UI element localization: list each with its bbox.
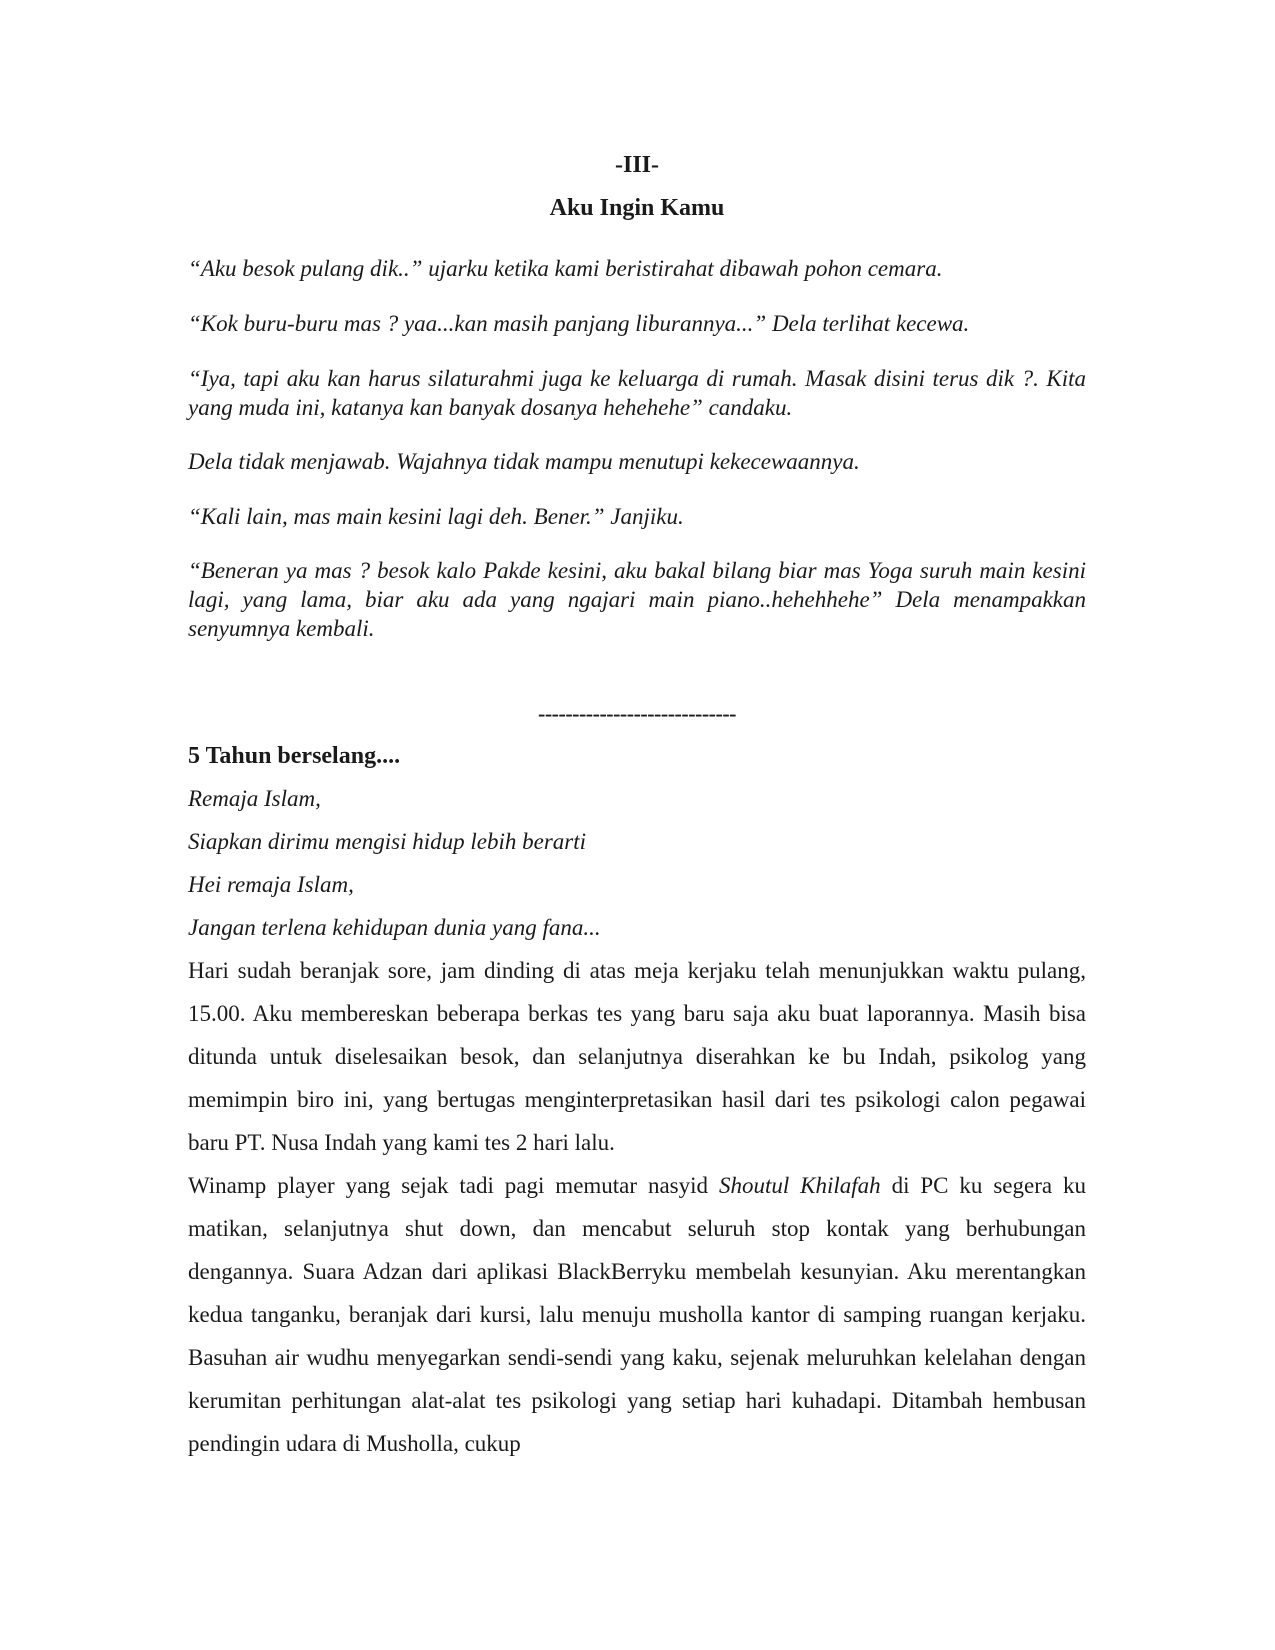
- dialogue-paragraph: “Kok buru-buru mas ? yaa...kan masih panjang liburannya...” Dela terlihat kecewa.: [188, 311, 970, 336]
- chapter-title: Aku Ingin Kamu: [549, 195, 725, 221]
- lyric-line: Siapkan dirimu mengisi hidup lebih berarti: [188, 829, 587, 854]
- scene-separator: -----------------------------: [538, 701, 736, 726]
- paragraph-text: Winamp player yang sejak tadi pagi memutar nasyid: [188, 1173, 719, 1198]
- chapter-number: -III-: [614, 152, 659, 178]
- dialogue-paragraph: “Iya, tapi aku kan harus silaturahmi juga ke keluarga di rumah. Masak disini terus dik ?. Kita yang muda ini, katanya kan banyak dosanya hehehehe” candaku.: [188, 366, 1086, 420]
- lyric-line: Hei remaja Islam,: [188, 872, 354, 897]
- lyric-line: Remaja Islam,: [188, 786, 321, 811]
- paragraph-text: di PC ku segera ku matikan, selanjutnya shut down, dan mencabut seluruh stop kontak yang berhubungan dengannya. Suara Adzan dari aplikasi BlackBerryku membelah kesunyian. Aku merentangkan kedua tanganku, beranjak dari kursi, lalu menuju musholla kantor di samping ruangan kerjaku. Basuhan air wudhu menyegarkan sendi-sendi yang kaku, sejenak meluruhkan kelelahan dengan kerumitan perhitungan alat-alat tes psikologi yang setiap hari kuhadapi. Ditambah hembusan pendingin udara di Musholla, cukup: [188, 1173, 1087, 1456]
- section-heading: 5 Tahun berselang....: [188, 743, 401, 769]
- dialogue-paragraph: “Kali lain, mas main kesini lagi deh. Bener.” Janjiku.: [188, 504, 684, 529]
- body-paragraph: Hari sudah beranjak sore, jam dinding di atas meja kerjaku telah menunjukkan waktu pulang, 15.00. Aku membereskan beberapa berkas tes yang baru saja aku buat laporannya. Masih bisa ditunda untuk diselesaikan besok, dan selanjutnya diserahkan ke bu Indah, psikolog yang memimpin biro ini, yang bertugas menginterpretasikan hasil dari tes psikologi calon pegawai baru PT. Nusa Indah yang kami tes 2 hari lalu.: [188, 958, 1086, 1155]
- dialogue-paragraph: “Beneran ya mas ? besok kalo Pakde kesini, aku bakal bilang biar mas Yoga suruh main kesini lagi, yang lama, biar aku ada yang ngajari main piano..hehehhehe” Dela menampakkan senyumnya kembali.: [188, 558, 1086, 641]
- lyric-line: Jangan terlena kehidupan dunia yang fana...: [188, 915, 601, 940]
- dialogue-paragraph: “Aku besok pulang dik..” ujarku ketika kami beristirahat dibawah pohon cemara.: [188, 256, 943, 281]
- body-paragraph: [188, 1164, 1086, 1465]
- song-lyrics: [188, 784, 1086, 956]
- dialogue-paragraph: Dela tidak menjawab. Wajahnya tidak mampu menutupi kekecewaannya.: [188, 449, 860, 474]
- song-title: Shoutul Khilafah: [718, 1173, 881, 1198]
